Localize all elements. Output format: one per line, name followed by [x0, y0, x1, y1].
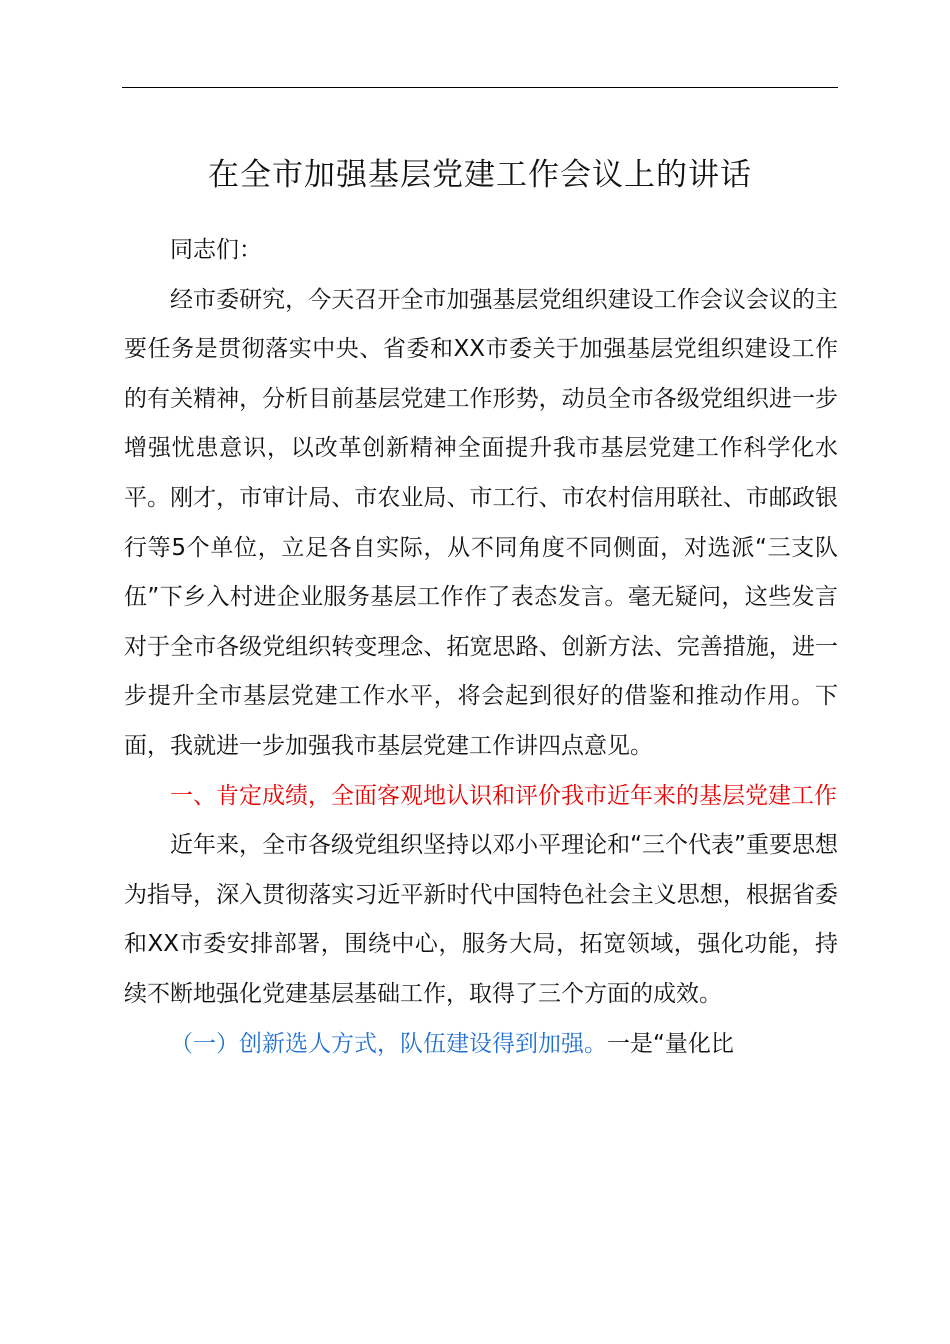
subsection-heading-1: （一）创新选人方式，队伍建设得到加强。 [170, 1030, 607, 1057]
document-title: 在全市加强基层党建工作会议上的讲话 [208, 157, 752, 193]
paragraph-achievements: 近年来，全市各级党组织坚持以邓小平理论和“三个代表”重要思想为指导，深入贯彻落实习近平新时代中国特色社会主义思想，根据省委和XX市委安排部署，围绕中心，服务大局，拓宽领域，强化功能，持续不断地强化党建基层基础工作，取得了三个方面的成效。 [124, 832, 838, 1007]
section-heading-1: 一、肯定成绩，全面客观地认识和评价我市近年来的基层党建工作 [170, 782, 837, 809]
subsection-paragraph-1 [124, 1020, 838, 1070]
document-body [124, 226, 838, 1069]
header-rule [122, 87, 838, 88]
subsection-text-1: 一是“量化比 [607, 1030, 734, 1057]
paragraph-intro: 经市委研究，今天召开全市加强基层党组织建设工作会议会议的主要任务是贯彻落实中央、省委和XX市委关于加强基层党组织建设工作的有关精神，分析目前基层党建工作形势，动员全市各级党组织进一步增强忧患意识，以改革创新精神全面提升我市基层党建工作科学化水平。刚才，市审计局、市农业局、市工行、市农村信用联社、市邮政银行等5个单位，立足各自实际，从不同角度不同侧面，对选派“三支队伍”下乡入村进企业服务基层工作作了表态发言。毫无疑问，这些发言对于全市各级党组织转变理念、拓宽思路、创新方法、完善措施，进一步提升全市基层党建工作水平，将会起到很好的借鉴和推动作用。下面，我就进一步加强我市基层党建工作讲四点意见。 [124, 286, 838, 759]
salutation: 同志们： [170, 237, 262, 263]
